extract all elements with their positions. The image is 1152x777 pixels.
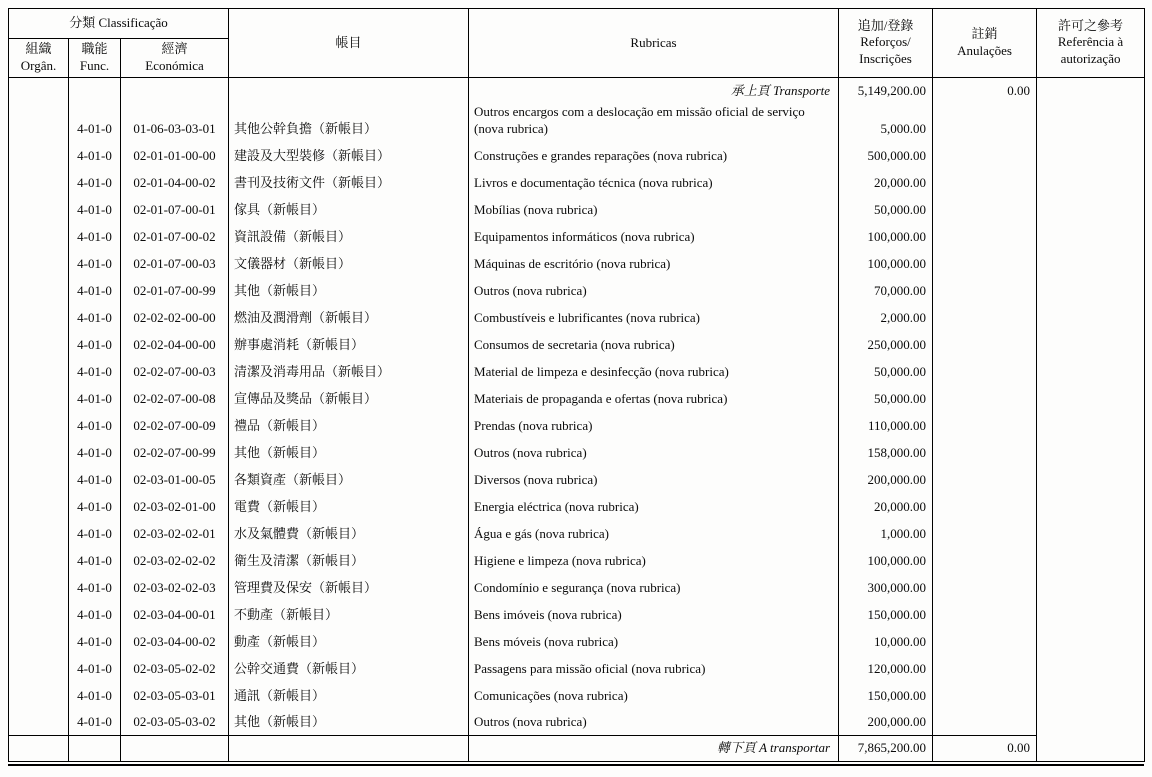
cell-organic — [9, 547, 69, 574]
cell-authorization — [1037, 520, 1145, 547]
cell-functional-code: 4-01-0 — [69, 520, 121, 547]
cell-amount: 70,000.00 — [839, 277, 933, 304]
cell-rubrica: Higiene e limpeza (nova rubrica) — [469, 547, 839, 574]
cell-cancellation — [933, 439, 1037, 466]
cell-economic-code: 02-02-07-00-08 — [121, 385, 229, 412]
cell-cancellation — [933, 682, 1037, 709]
cell-organic — [9, 466, 69, 493]
header-economic-pt: Económica — [145, 57, 204, 73]
carry-forward-section — [9, 77, 1145, 104]
cell-functional-code: 4-01-0 — [69, 358, 121, 385]
table-row — [9, 493, 1145, 520]
page-bottom-rule — [8, 764, 1144, 766]
cell-authorization — [1037, 196, 1145, 223]
cell-rubrica: Materiais de propaganda e ofertas (nova rubrica) — [469, 385, 839, 412]
cell-rubrica: Equipamentos informáticos (nova rubrica) — [469, 223, 839, 250]
cell-cancellation — [933, 493, 1037, 520]
cell-authorization — [1037, 77, 1145, 104]
cell-account: 不動產（新帳目） — [229, 601, 469, 628]
cell-economic-code: 02-03-04-00-01 — [121, 601, 229, 628]
carry-over-label: 轉下頁 A transportar — [469, 736, 839, 762]
table-row — [9, 547, 1145, 574]
cell-cancellation — [933, 223, 1037, 250]
header-organic-zh: 組織 — [25, 41, 52, 56]
cell-organic — [9, 77, 69, 104]
cell-economic-code: 02-03-02-02-02 — [121, 547, 229, 574]
cell-organic — [9, 439, 69, 466]
cell-functional-code: 4-01-0 — [69, 574, 121, 601]
cell-economic — [121, 736, 229, 762]
table-header — [9, 9, 1145, 78]
cell-authorization — [1037, 277, 1145, 304]
cell-amount: 100,000.00 — [839, 223, 933, 250]
cell-cancellation — [933, 466, 1037, 493]
cell-economic — [121, 77, 229, 104]
cell-authorization — [1037, 412, 1145, 439]
cell-organic — [9, 277, 69, 304]
cell-authorization — [1037, 304, 1145, 331]
cell-amount: 5,000.00 — [839, 104, 933, 142]
cell-authorization — [1037, 628, 1145, 655]
header-functional-pt: Func. — [79, 57, 110, 73]
cell-functional-code: 4-01-0 — [69, 196, 121, 223]
header-organic-pt: Orgân. — [20, 57, 57, 73]
cell-account: 通訊（新帳目） — [229, 682, 469, 709]
table-row — [9, 385, 1145, 412]
cell-functional-code: 4-01-0 — [69, 142, 121, 169]
cell-authorization — [1037, 547, 1145, 574]
header-cancellations-zh: 註銷 — [971, 26, 998, 41]
cell-organic — [9, 169, 69, 196]
cell-amount: 100,000.00 — [839, 547, 933, 574]
cell-amount: 50,000.00 — [839, 358, 933, 385]
cell-cancellation — [933, 358, 1037, 385]
cell-rubrica: Outros (nova rubrica) — [469, 709, 839, 736]
cell-amount: 10,000.00 — [839, 628, 933, 655]
cell-cancellation — [933, 601, 1037, 628]
cell-rubrica: Prendas (nova rubrica) — [469, 412, 839, 439]
cell-economic-code: 02-01-01-00-00 — [121, 142, 229, 169]
cell-economic-code: 02-03-05-03-02 — [121, 709, 229, 736]
table-row — [9, 412, 1145, 439]
cell-economic-code: 01-06-03-03-01 — [121, 104, 229, 142]
cell-amount: 20,000.00 — [839, 493, 933, 520]
cell-economic-code: 02-03-04-00-02 — [121, 628, 229, 655]
cell-amount: 300,000.00 — [839, 574, 933, 601]
cell-cancellation — [933, 104, 1037, 142]
cell-organic — [9, 223, 69, 250]
cell-cancellation — [933, 196, 1037, 223]
cell-rubrica: Outros encargos com a deslocação em missão oficial de serviço (nova rubrica) — [469, 104, 839, 142]
cell-rubrica: Livros e documentação técnica (nova rubrica) — [469, 169, 839, 196]
cell-authorization — [1037, 104, 1145, 142]
table-row — [9, 250, 1145, 277]
cell-amount: 2,000.00 — [839, 304, 933, 331]
cell-functional-code: 4-01-0 — [69, 385, 121, 412]
cell-amount: 20,000.00 — [839, 169, 933, 196]
cell-account: 清潔及消毒用品（新帳目） — [229, 358, 469, 385]
cell-account: 資訊設備（新帳目） — [229, 223, 469, 250]
cell-amount: 50,000.00 — [839, 385, 933, 412]
table-row — [9, 142, 1145, 169]
cell-economic-code: 02-02-07-00-99 — [121, 439, 229, 466]
cell-account: 衛生及清潔（新帳目） — [229, 547, 469, 574]
cell-cancellation — [933, 169, 1037, 196]
cell-authorization — [1037, 142, 1145, 169]
cell-organic — [9, 104, 69, 142]
table-row — [9, 574, 1145, 601]
cell-account: 宣傳品及獎品（新帳目） — [229, 385, 469, 412]
table-row — [9, 104, 1145, 142]
cell-rubrica: Mobílias (nova rubrica) — [469, 196, 839, 223]
cell-cancellation — [933, 142, 1037, 169]
cell-authorization — [1037, 169, 1145, 196]
cell-account — [229, 77, 469, 104]
cell-account: 辦事處消耗（新帳目） — [229, 331, 469, 358]
cell-organic — [9, 358, 69, 385]
cell-cancellation — [933, 547, 1037, 574]
cell-amount: 120,000.00 — [839, 655, 933, 682]
table-row — [9, 655, 1145, 682]
cell-authorization — [1037, 331, 1145, 358]
cell-account: 書刊及技術文件（新帳目） — [229, 169, 469, 196]
table-row — [9, 628, 1145, 655]
cell-organic — [9, 142, 69, 169]
cell-cancellation — [933, 574, 1037, 601]
cell-authorization — [1037, 385, 1145, 412]
cell-functional-code: 4-01-0 — [69, 547, 121, 574]
cell-functional-code: 4-01-0 — [69, 682, 121, 709]
cell-amount: 158,000.00 — [839, 439, 933, 466]
header-functional — [69, 39, 121, 78]
cell-authorization — [1037, 574, 1145, 601]
cell-authorization — [1037, 655, 1145, 682]
header-reinforcements — [839, 9, 933, 78]
cell-cancellation — [933, 331, 1037, 358]
carry-over-amount: 7,865,200.00 — [839, 736, 933, 762]
cell-cancellation — [933, 412, 1037, 439]
header-economic-zh: 經濟 — [161, 41, 188, 56]
cell-account: 建設及大型裝修（新帳目） — [229, 142, 469, 169]
cell-cancellation — [933, 385, 1037, 412]
carry-over-cancellation: 0.00 — [933, 736, 1037, 762]
cell-rubrica: Comunicações (nova rubrica) — [469, 682, 839, 709]
table-row — [9, 466, 1145, 493]
header-authorization-pt2: autorização — [1060, 51, 1121, 67]
cell-account: 其他（新帳目） — [229, 709, 469, 736]
carry-over-row — [9, 736, 1145, 762]
table-row — [9, 520, 1145, 547]
cell-rubrica: Outros (nova rubrica) — [469, 439, 839, 466]
table-row — [9, 682, 1145, 709]
carry-forward-cancellation: 0.00 — [933, 77, 1037, 104]
cell-cancellation — [933, 304, 1037, 331]
cell-cancellation — [933, 709, 1037, 736]
budget-table — [8, 8, 1145, 762]
header-account: 帳目 — [229, 9, 469, 78]
cell-account — [229, 736, 469, 762]
cell-organic — [9, 331, 69, 358]
cell-rubrica: Água e gás (nova rubrica) — [469, 520, 839, 547]
cell-economic-code: 02-02-07-00-03 — [121, 358, 229, 385]
table-row — [9, 601, 1145, 628]
cell-functional-code: 4-01-0 — [69, 250, 121, 277]
table-row — [9, 169, 1145, 196]
cell-cancellation — [933, 250, 1037, 277]
header-organic — [9, 39, 69, 78]
carry-over-section — [9, 736, 1145, 762]
table-row — [9, 439, 1145, 466]
cell-rubrica: Energia eléctrica (nova rubrica) — [469, 493, 839, 520]
cell-rubrica: Combustíveis e lubrificantes (nova rubrica) — [469, 304, 839, 331]
cell-rubrica: Construções e grandes reparações (nova rubrica) — [469, 142, 839, 169]
cell-functional-code: 4-01-0 — [69, 104, 121, 142]
cell-organic — [9, 385, 69, 412]
cell-rubrica: Outros (nova rubrica) — [469, 277, 839, 304]
cell-organic — [9, 493, 69, 520]
cell-amount: 500,000.00 — [839, 142, 933, 169]
cell-rubrica: Consumos de secretaria (nova rubrica) — [469, 331, 839, 358]
cell-organic — [9, 628, 69, 655]
cell-functional-code: 4-01-0 — [69, 439, 121, 466]
cell-account: 管理費及保安（新帳目） — [229, 574, 469, 601]
header-cancellations-pt: Anulações — [957, 42, 1012, 58]
cell-rubrica: Máquinas de escritório (nova rubrica) — [469, 250, 839, 277]
cell-organic — [9, 520, 69, 547]
header-reinforcements-zh: 追加/登錄 — [857, 17, 914, 33]
header-cancellations — [933, 9, 1037, 78]
table-row — [9, 709, 1145, 736]
carry-forward-amount: 5,149,200.00 — [839, 77, 933, 104]
cell-functional-code: 4-01-0 — [69, 628, 121, 655]
cell-amount: 250,000.00 — [839, 331, 933, 358]
cell-cancellation — [933, 277, 1037, 304]
cell-authorization — [1037, 493, 1145, 520]
cell-organic — [9, 250, 69, 277]
cell-organic — [9, 601, 69, 628]
cell-authorization — [1037, 358, 1145, 385]
cell-account: 動產（新帳目） — [229, 628, 469, 655]
table-row — [9, 196, 1145, 223]
cell-authorization — [1037, 709, 1145, 736]
cell-amount: 1,000.00 — [839, 520, 933, 547]
carry-forward-label: 承上頁 Transporte — [469, 77, 839, 104]
cell-authorization — [1037, 466, 1145, 493]
cell-functional-code: 4-01-0 — [69, 169, 121, 196]
cell-economic-code: 02-01-04-00-02 — [121, 169, 229, 196]
cell-economic-code: 02-02-02-00-00 — [121, 304, 229, 331]
cell-account: 其他公幹負擔（新帳目） — [229, 104, 469, 142]
cell-authorization — [1037, 250, 1145, 277]
cell-economic-code: 02-03-02-02-01 — [121, 520, 229, 547]
cell-economic-code: 02-02-07-00-09 — [121, 412, 229, 439]
cell-functional-code: 4-01-0 — [69, 709, 121, 736]
cell-authorization — [1037, 682, 1145, 709]
cell-functional-code: 4-01-0 — [69, 655, 121, 682]
cell-functional — [69, 77, 121, 104]
cell-organic — [9, 412, 69, 439]
table-row — [9, 277, 1145, 304]
cell-rubrica: Passagens para missão oficial (nova rubrica) — [469, 655, 839, 682]
carry-forward-row — [9, 77, 1145, 104]
cell-cancellation — [933, 655, 1037, 682]
cell-account: 禮品（新帳目） — [229, 412, 469, 439]
cell-organic — [9, 682, 69, 709]
header-rubricas: Rubricas — [469, 9, 839, 78]
cell-organic — [9, 304, 69, 331]
cell-account: 燃油及潤滑劑（新帳目） — [229, 304, 469, 331]
cell-rubrica: Bens móveis (nova rubrica) — [469, 628, 839, 655]
cell-account: 電費（新帳目） — [229, 493, 469, 520]
table-body — [9, 104, 1145, 736]
cell-amount: 200,000.00 — [839, 709, 933, 736]
cell-economic-code: 02-03-05-03-01 — [121, 682, 229, 709]
cell-authorization — [1037, 601, 1145, 628]
cell-account: 傢具（新帳目） — [229, 196, 469, 223]
header-reinforcements-pt2: Inscrições — [859, 51, 912, 67]
cell-functional-code: 4-01-0 — [69, 412, 121, 439]
cell-cancellation — [933, 628, 1037, 655]
cell-organic — [9, 709, 69, 736]
cell-economic-code: 02-01-07-00-01 — [121, 196, 229, 223]
cell-economic-code: 02-03-01-00-05 — [121, 466, 229, 493]
cell-economic-code: 02-03-02-02-03 — [121, 574, 229, 601]
cell-account: 文儀器材（新帳目） — [229, 250, 469, 277]
cell-amount: 150,000.00 — [839, 601, 933, 628]
cell-authorization — [1037, 223, 1145, 250]
cell-economic-code: 02-03-05-02-02 — [121, 655, 229, 682]
cell-economic-code: 02-01-07-00-03 — [121, 250, 229, 277]
cell-organic — [9, 655, 69, 682]
header-authorization-pt1: Referência à — [1057, 34, 1124, 50]
cell-amount: 200,000.00 — [839, 466, 933, 493]
table-row — [9, 223, 1145, 250]
cell-amount: 150,000.00 — [839, 682, 933, 709]
cell-economic-code: 02-03-02-01-00 — [121, 493, 229, 520]
cell-amount: 110,000.00 — [839, 412, 933, 439]
cell-organic — [9, 574, 69, 601]
header-classification: 分類 Classificação — [9, 9, 229, 39]
cell-account: 各類資產（新帳目） — [229, 466, 469, 493]
cell-account: 其他（新帳目） — [229, 439, 469, 466]
table-row — [9, 304, 1145, 331]
cell-functional-code: 4-01-0 — [69, 331, 121, 358]
table-row — [9, 331, 1145, 358]
cell-rubrica: Material de limpeza e desinfecção (nova rubrica) — [469, 358, 839, 385]
cell-functional-code: 4-01-0 — [69, 277, 121, 304]
cell-economic-code: 02-02-04-00-00 — [121, 331, 229, 358]
cell-rubrica: Condomínio e segurança (nova rubrica) — [469, 574, 839, 601]
cell-functional — [69, 736, 121, 762]
cell-organic — [9, 736, 69, 762]
header-economic — [121, 39, 229, 78]
cell-functional-code: 4-01-0 — [69, 493, 121, 520]
header-reinforcements-pt1: Reforços/ — [860, 34, 911, 50]
cell-organic — [9, 196, 69, 223]
cell-amount: 100,000.00 — [839, 250, 933, 277]
cell-authorization — [1037, 736, 1145, 762]
cell-authorization — [1037, 439, 1145, 466]
cell-amount: 50,000.00 — [839, 196, 933, 223]
cell-account: 其他（新帳目） — [229, 277, 469, 304]
cell-rubrica: Diversos (nova rubrica) — [469, 466, 839, 493]
cell-economic-code: 02-01-07-00-99 — [121, 277, 229, 304]
cell-functional-code: 4-01-0 — [69, 304, 121, 331]
cell-account: 公幹交通費（新帳目） — [229, 655, 469, 682]
cell-cancellation — [933, 520, 1037, 547]
cell-account: 水及氣體費（新帳目） — [229, 520, 469, 547]
cell-functional-code: 4-01-0 — [69, 223, 121, 250]
header-authorization — [1037, 9, 1145, 78]
header-functional-zh: 職能 — [81, 41, 108, 56]
table-row — [9, 358, 1145, 385]
cell-rubrica: Bens imóveis (nova rubrica) — [469, 601, 839, 628]
cell-functional-code: 4-01-0 — [69, 466, 121, 493]
header-authorization-zh: 許可之參考 — [1058, 17, 1124, 33]
cell-functional-code: 4-01-0 — [69, 601, 121, 628]
cell-economic-code: 02-01-07-00-02 — [121, 223, 229, 250]
